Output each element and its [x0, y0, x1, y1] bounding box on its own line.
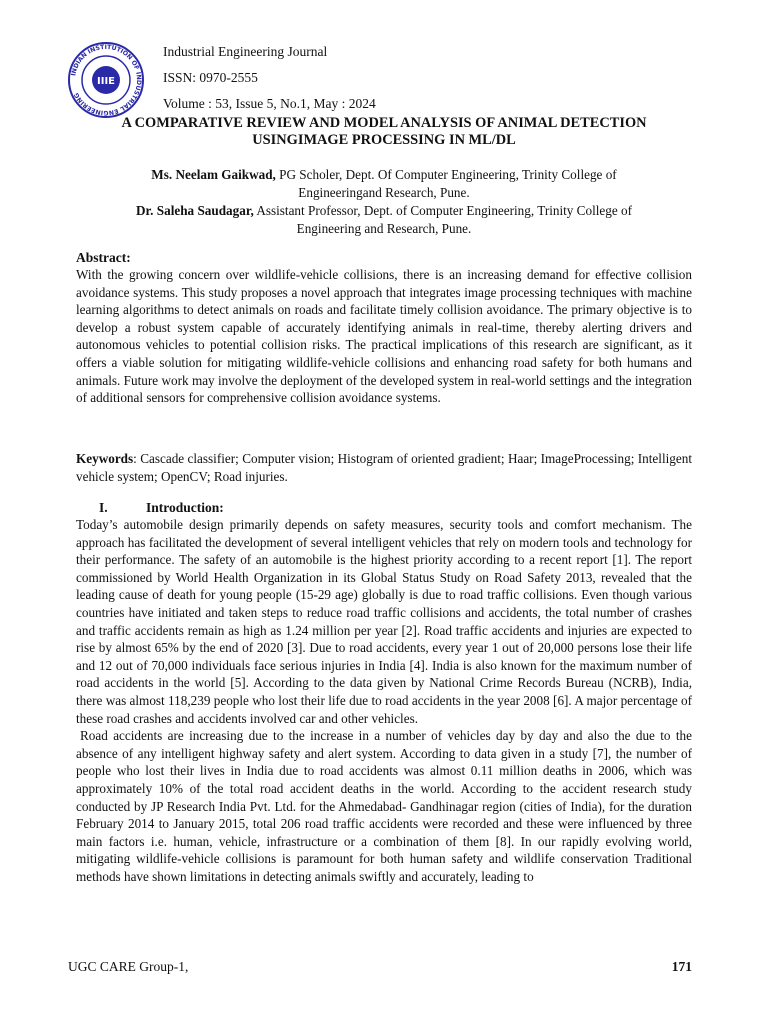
svg-text:IIIE: IIIE	[97, 76, 115, 87]
keywords-block	[76, 450, 692, 485]
title-line-1: A COMPARATIVE REVIEW AND MODEL ANALYSIS OF ANIMAL DETECTION	[121, 115, 647, 131]
author-1-affiliation-a: PG Scholer, Dept. Of Computer Engineering, Trinity College of	[275, 167, 617, 182]
abstract-heading: Abstract:	[76, 250, 131, 265]
journal-name: Industrial Engineering Journal	[163, 44, 328, 59]
section-title: Introduction:	[146, 500, 224, 515]
keywords-label: Keywords	[76, 451, 134, 466]
keywords-text: : Cascade classifier; Computer vision; Histogram of oriented gradient; Haar; ImageProcessing; Intelligent vehicle system; OpenCV; Road injuries.	[76, 451, 692, 484]
author-2-affiliation-a: Assistant Professor, Dept. of Computer Engineering, Trinity College of	[253, 203, 632, 218]
page-number: 171	[671, 959, 692, 974]
author-1-affiliation-b: Engineeringand Research, Pune.	[298, 185, 470, 200]
journal-volume: Volume : 53, Issue 5, No.1, May : 2024	[163, 96, 376, 111]
journal-logo	[66, 40, 146, 120]
author-2-name: Dr. Saleha Saudagar,	[136, 203, 254, 218]
journal-issn: ISSN: 0970-2555	[163, 70, 258, 85]
footer-group: UGC CARE Group-1,	[68, 959, 189, 974]
intro-paragraph-2: Road accidents are increasing due to the increase in a number of vehicles day by day and also the due to the absence of any intelligent highway safety and alert system. According to data given in a study [7], the number of people who lost their lives in India due to road accidents was almost 0.11 million deaths in 2006, which was approximately 10% of the total road accident deaths in the world. According to the accident research study conducted by JP Research India Pvt. Ltd. for the Ahmedabad- Gandhinagar region (cities of India), for the duration February 2014 to January 2015, total 206 road traffic accidents were recorded and these were influenced by three main factors i.e. human, vehicle, infrastructure or a combination of them [8]. In our rapidly evolving world, mitigating wildlife-vehicle collisions is paramount for both human safety and wildlife conservation Traditional methods have shown limitations in detecting animals swiftly and accurately, leading to	[76, 728, 692, 884]
author-1	[76, 166, 692, 184]
paper-title	[76, 115, 692, 149]
author-2	[76, 202, 692, 220]
title-line-2: USINGIMAGE PROCESSING IN ML/DL	[252, 132, 516, 148]
introduction-heading	[99, 500, 224, 516]
section-number: I.	[99, 500, 108, 515]
author-1-name: Ms. Neelam Gaikwad,	[151, 167, 276, 182]
author-block	[76, 166, 692, 238]
author-2-affiliation-b: Engineering and Research, Pune.	[296, 221, 472, 236]
abstract-text: With the growing concern over wildlife-vehicle collisions, there is an increasing demand for effective collision avoidance systems. This study proposes a novel approach that integrates image processing techniques with machine learning algorithms to detect animals on roads and facilitate timely collision avoidance. The primary objective is to develop a robust system capable of accurately identifying animals in real-time, thereby alerting drivers and autonomous vehicles to potential collision risks. The practical implications of this research are significant, as it offers a viable solution for mitigating wildlife-vehicle collisions and enhancing road safety for both humans and animals. Future work may involve the deployment of the developed system in real-world settings and the integration of additional sensors for comprehensive collision avoidance systems.	[76, 267, 692, 406]
intro-paragraph-1: Today’s automobile design primarily depends on safety measures, security tools and comfort mechanism. The approach has facilitated the development of several intelligent vehicles that rely on modern tools and technology for their performance. The safety of an automobile is the highest priority according to a recent report [1]. The report commissioned by World Health Organization in its Global Status Study on Road Safety 2013, revealed that the leading cause of death for young people (15-29 age) globally is due to road traffic collisions. Even though various countries have initiated and taken steps to reduce road traffic collisions and accidents, the total number of crashes and traffic accidents remain as high as 1.24 million per year [2]. Road traffic accidents and injuries are expected to rise by almost 65% by the end of 2020 [3]. Due to road accidents, every year 1 out of 20,000 persons lose their life and 12 out of 70,000 individuals face serious injuries in India [4]. India is also known for the maximum number of road accidents in the world [5]. According to the data given by National Crime Records Bureau (NCRB), India, there was almost 118,239 people who lost their life due to road accidents in the year 2008 [6]. A major percentage of these road crashes and accidents involved car and other vehicles.	[76, 517, 692, 726]
svg-text:INDIAN INSTITUTION OF INDUSTRI: INDIAN INSTITUTION OF INDUSTRIAL ENGINEERING	[70, 43, 143, 117]
introduction-body	[76, 516, 692, 885]
